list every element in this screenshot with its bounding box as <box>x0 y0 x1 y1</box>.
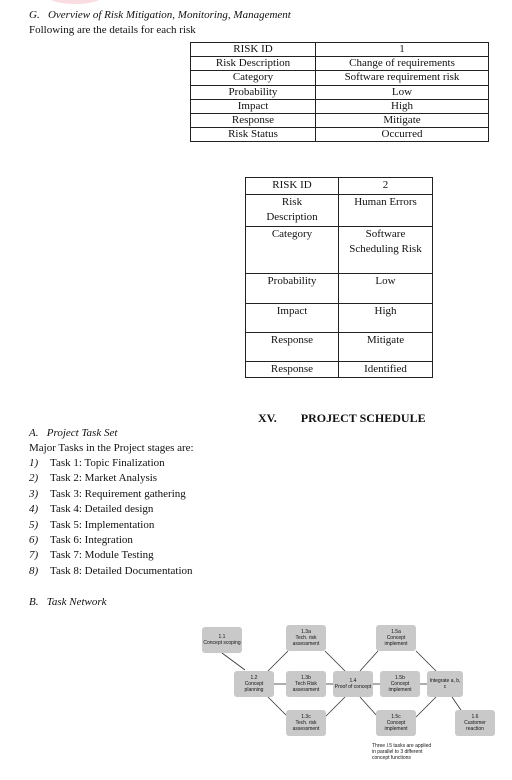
task-number: 8) <box>29 564 39 577</box>
risk-label: Impact <box>246 303 339 332</box>
risk-value: 2 <box>339 178 433 195</box>
section-g-title: Overview of Risk Mitigation, Monitoring, Management <box>47 9 291 21</box>
task-number: 4) <box>29 503 39 516</box>
node-label: Concept implement <box>384 635 408 647</box>
risk-label: Category <box>246 226 339 273</box>
risk-label: Probability <box>246 273 339 303</box>
task-text: Task 7: Module Testing <box>50 549 154 562</box>
network-note: Three I.5 tasks are applied in parallel to 3 different concept functions <box>372 743 432 761</box>
section-a-title: Project Task Set <box>46 427 118 439</box>
node-label: Concept planning <box>244 681 264 693</box>
task-node-1-2 <box>234 671 274 697</box>
section-b-letter: B. <box>29 596 39 608</box>
risk-value: Low <box>316 85 489 99</box>
task-text: Task 4: Detailed design <box>50 503 154 516</box>
task-node-1-5a <box>376 625 416 651</box>
risk-value: Mitigate <box>339 332 433 361</box>
node-id: 1.1 <box>218 634 226 640</box>
node-label: Proof of concept <box>334 684 372 690</box>
risk-label: Impact <box>191 99 316 113</box>
risk-value: Human Errors <box>339 194 433 226</box>
risk-label: Response <box>246 332 339 361</box>
section-a-letter: A. <box>29 427 39 439</box>
risk-label: Risk Description <box>191 57 316 71</box>
risk-label: RISK ID <box>191 43 316 57</box>
task-node-1-4 <box>333 671 373 697</box>
section-xv-title: PROJECT SCHEDULE <box>300 411 426 425</box>
task-node-1-5b <box>380 671 420 697</box>
task-node-1-1 <box>202 627 242 653</box>
node-label: Concept implement <box>388 681 412 693</box>
task-text: Task 1: Topic Finalization <box>50 457 165 469</box>
node-label: Concept implement <box>384 720 408 732</box>
node-id: 1.5c <box>391 714 401 720</box>
risk-label: Response <box>191 113 316 127</box>
risk-value: High <box>339 303 433 332</box>
node-label: Tech Risk assessment <box>292 681 320 693</box>
node-id: 1.5b <box>395 675 405 681</box>
node-label: Concept scoping <box>203 640 241 646</box>
risk-value: Low <box>339 273 433 303</box>
node-id: 1.2 <box>250 675 258 681</box>
task-number: 7) <box>29 549 39 562</box>
task-text: Task 6: Integration <box>50 533 133 546</box>
task-node-1-3b <box>286 671 326 697</box>
node-label: Tech. risk assessment <box>292 720 320 732</box>
risk-value: Software Scheduling Risk <box>339 226 433 273</box>
risk-value: Mitigate <box>316 113 489 127</box>
section-b-title: Task Network <box>46 596 107 608</box>
task-text: Task 5: Implementation <box>50 518 155 531</box>
task-number: 6) <box>29 533 39 546</box>
node-id: 1.6 <box>471 714 479 720</box>
section-g-intro: Following are the details for each risk <box>29 24 196 36</box>
section-a-intro: Major Tasks in the Project stages are: <box>29 442 194 454</box>
node-id: 1.3a <box>301 629 311 635</box>
node-id: 1.5a <box>391 629 401 635</box>
risk-value: High <box>316 99 489 113</box>
task-node-1-3c <box>286 710 326 736</box>
risk-value: Change of requirements <box>316 57 489 71</box>
risk-label: RISK ID <box>246 178 339 195</box>
task-node-1-5c <box>376 710 416 736</box>
node-label: Tech. risk assessment <box>292 635 320 647</box>
task-node-integrate <box>427 671 463 697</box>
risk-value: Occurred <box>316 128 489 142</box>
task-node-1-6 <box>455 710 495 736</box>
risk-label: Probability <box>191 85 316 99</box>
section-xv-numeral: XV. <box>258 411 277 425</box>
task-text: Task 8: Detailed Documentation <box>50 564 193 577</box>
node-label: Integrate a, b, c <box>429 678 461 690</box>
task-node-1-3a <box>286 625 326 651</box>
task-text: Task 2: Market Analysis <box>50 472 158 485</box>
risk-value: Software requirement risk <box>316 71 489 85</box>
risk-value: Identified <box>339 361 433 378</box>
risk-label: Risk Status <box>191 128 316 142</box>
task-number: 3) <box>29 487 39 500</box>
node-id: 1.3c <box>301 714 311 720</box>
risk-label: Risk Description <box>246 194 339 226</box>
section-g-letter: G. <box>29 9 40 21</box>
task-number: 2) <box>29 472 39 485</box>
risk-value: 1 <box>316 43 489 57</box>
risk-label: Category <box>191 71 316 85</box>
node-id: 1.4 <box>349 678 357 684</box>
task-number: 5) <box>29 518 39 531</box>
risk-label: Response <box>246 361 339 378</box>
task-number: 1) <box>29 457 39 469</box>
node-label: Customer reaction <box>464 720 486 732</box>
node-id: 1.3b <box>301 675 311 681</box>
task-text: Task 3: Requirement gathering <box>50 487 186 500</box>
